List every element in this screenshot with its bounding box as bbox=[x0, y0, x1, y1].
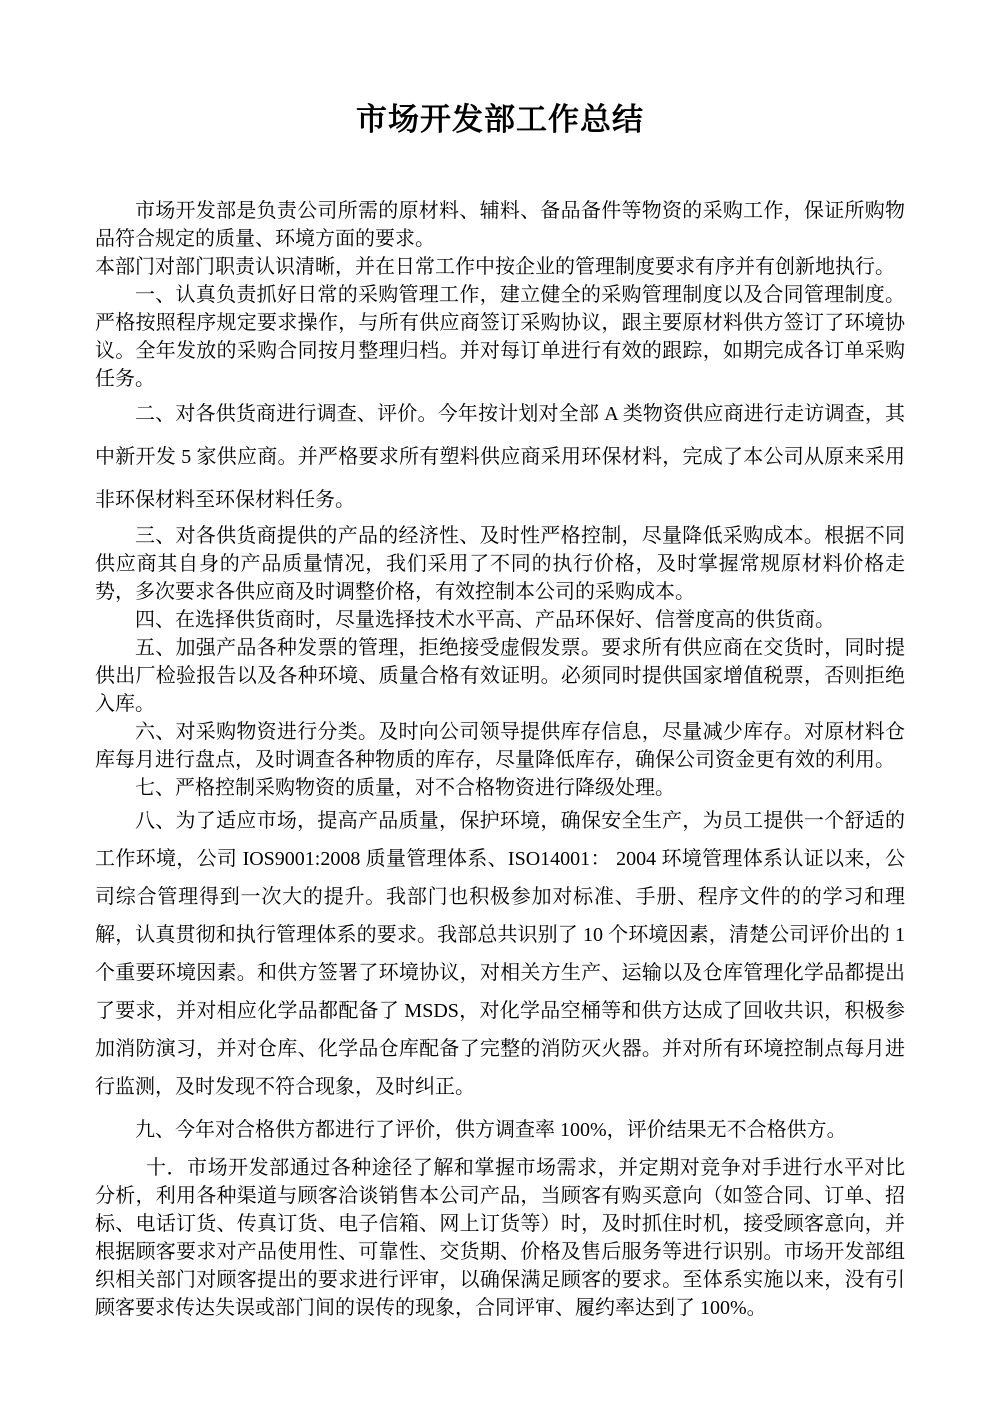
paragraph-intro: 市场开发部是负责公司所需的原材料、辅料、备品备件等物资的采购工作，保证所购物品符合规定的质量、环境方面的要求。 bbox=[95, 200, 905, 251]
paragraph-duty: 本部门对部门职责认识清晰，并在日常工作中按企业的管理制度要求有序并有创新地执行。 bbox=[95, 256, 895, 279]
paragraph-item-6: 六、对采购物资进行分类。及时向公司领导提供库存信息，尽量减少库存。对原材料仓库每月进行盘点，及时调查各种物质的库存，尽量降低库存，确保公司资金更有效的利用。 bbox=[95, 721, 905, 772]
paragraph-item-3: 三、对各供货商提供的产品的经济性、及时性严格控制，尽量降低采购成本。根据不同供应商其自身的产品质量情况，我们采用了不同的执行价格，及时掌握常规原材料价格走势，多次要求各供应商及时调整价格，有效控制本公司的采购成本。 bbox=[95, 525, 905, 604]
document-title: 市场开发部工作总结 bbox=[356, 102, 644, 137]
paragraph-item-4: 四、在选择供货商时，尽量选择技术水平高、产品环保好、信誉度高的供货商。 bbox=[135, 609, 835, 632]
paragraph-item-8: 八、为了适应市场，提高产品质量，保护环境，确保安全生产，为员工提供一个舒适的工作环境，公司 IOS9001:2008 质量管理体系、ISO14001： 2004 环境管理体系认证以来，公司综合管理得到一次大的提升。我部门也积极参加对标准、手册、程序文件的的学习和理解，认真贯彻和执行管理体系的要求。我部总共识别了 10 个环境因素，清楚公司评价出的 1 个重要环境因素。和供方签署了环境协议，对相关方生产、运输以及仓库管理化学品都提出了要求，并对相应化学品都配备了 MSDS，对化学品空桶等和供方达成了回收共识，积极参加消防演习，并对仓库、化学品仓库配备了完整的消防灭火器。并对所有环境控制点每月进行监测，及时发现不符合现象，及时纠正。 bbox=[95, 810, 905, 1099]
paragraph-item-2: 二、对各供货商进行调查、评价。今年按计划对全部 A 类物资供应商进行走访调查，其中新开发 5 家供应商。并严格要求所有塑料供应商采用环保材料，完成了本公司从原来采用非环保材料至环保材料任务。 bbox=[95, 403, 905, 512]
paragraph-item-7: 七、严格控制采购物资的质量，对不合格物资进行降级处理。 bbox=[135, 777, 675, 800]
paragraph-item-5: 五、加强产品各种发票的管理，拒绝接受虚假发票。要求所有供应商在交货时，同时提供出厂检验报告以及各种环境、质量合格有效证明。必须同时提供国家增值税票，否则拒绝入库。 bbox=[95, 637, 905, 716]
paragraph-item-9: 九、今年对合格供方都进行了评价，供方调查率 100%，评价结果无不合格供方。 bbox=[135, 1119, 847, 1142]
paragraph-item-1: 一、认真负责抓好日常的采购管理工作，建立健全的采购管理制度以及合同管理制度。严格按照程序规定要求操作，与所有供应商签订采购协议，跟主要原材料供方签订了环境协议。全年发放的采购合同按月整理归档。并对每订单进行有效的跟踪，如期完成各订单采购任务。 bbox=[95, 284, 905, 391]
paragraph-item-10: 十．市场开发部通过各种途径了解和掌握市场需求，并定期对竞争对手进行水平对比分析，利用各种渠道与顾客洽谈销售本公司产品，当顾客有购买意向（如签合同、订单、招标、电话订货、传真订货、电子信箱、网上订货等）时，及时抓住时机，接受顾客意向，并根据顾客要求对产品使用性、可靠性、交货期、价格及售后服务等进行识别。市场开发部组织相关部门对顾客提出的要求进行评审，以确保满足顾客的要求。至体系实施以来，没有引顾客要求传达失误或部门间的误传的现象，合同评审、履约率达到了 100%。 bbox=[95, 1157, 905, 1320]
